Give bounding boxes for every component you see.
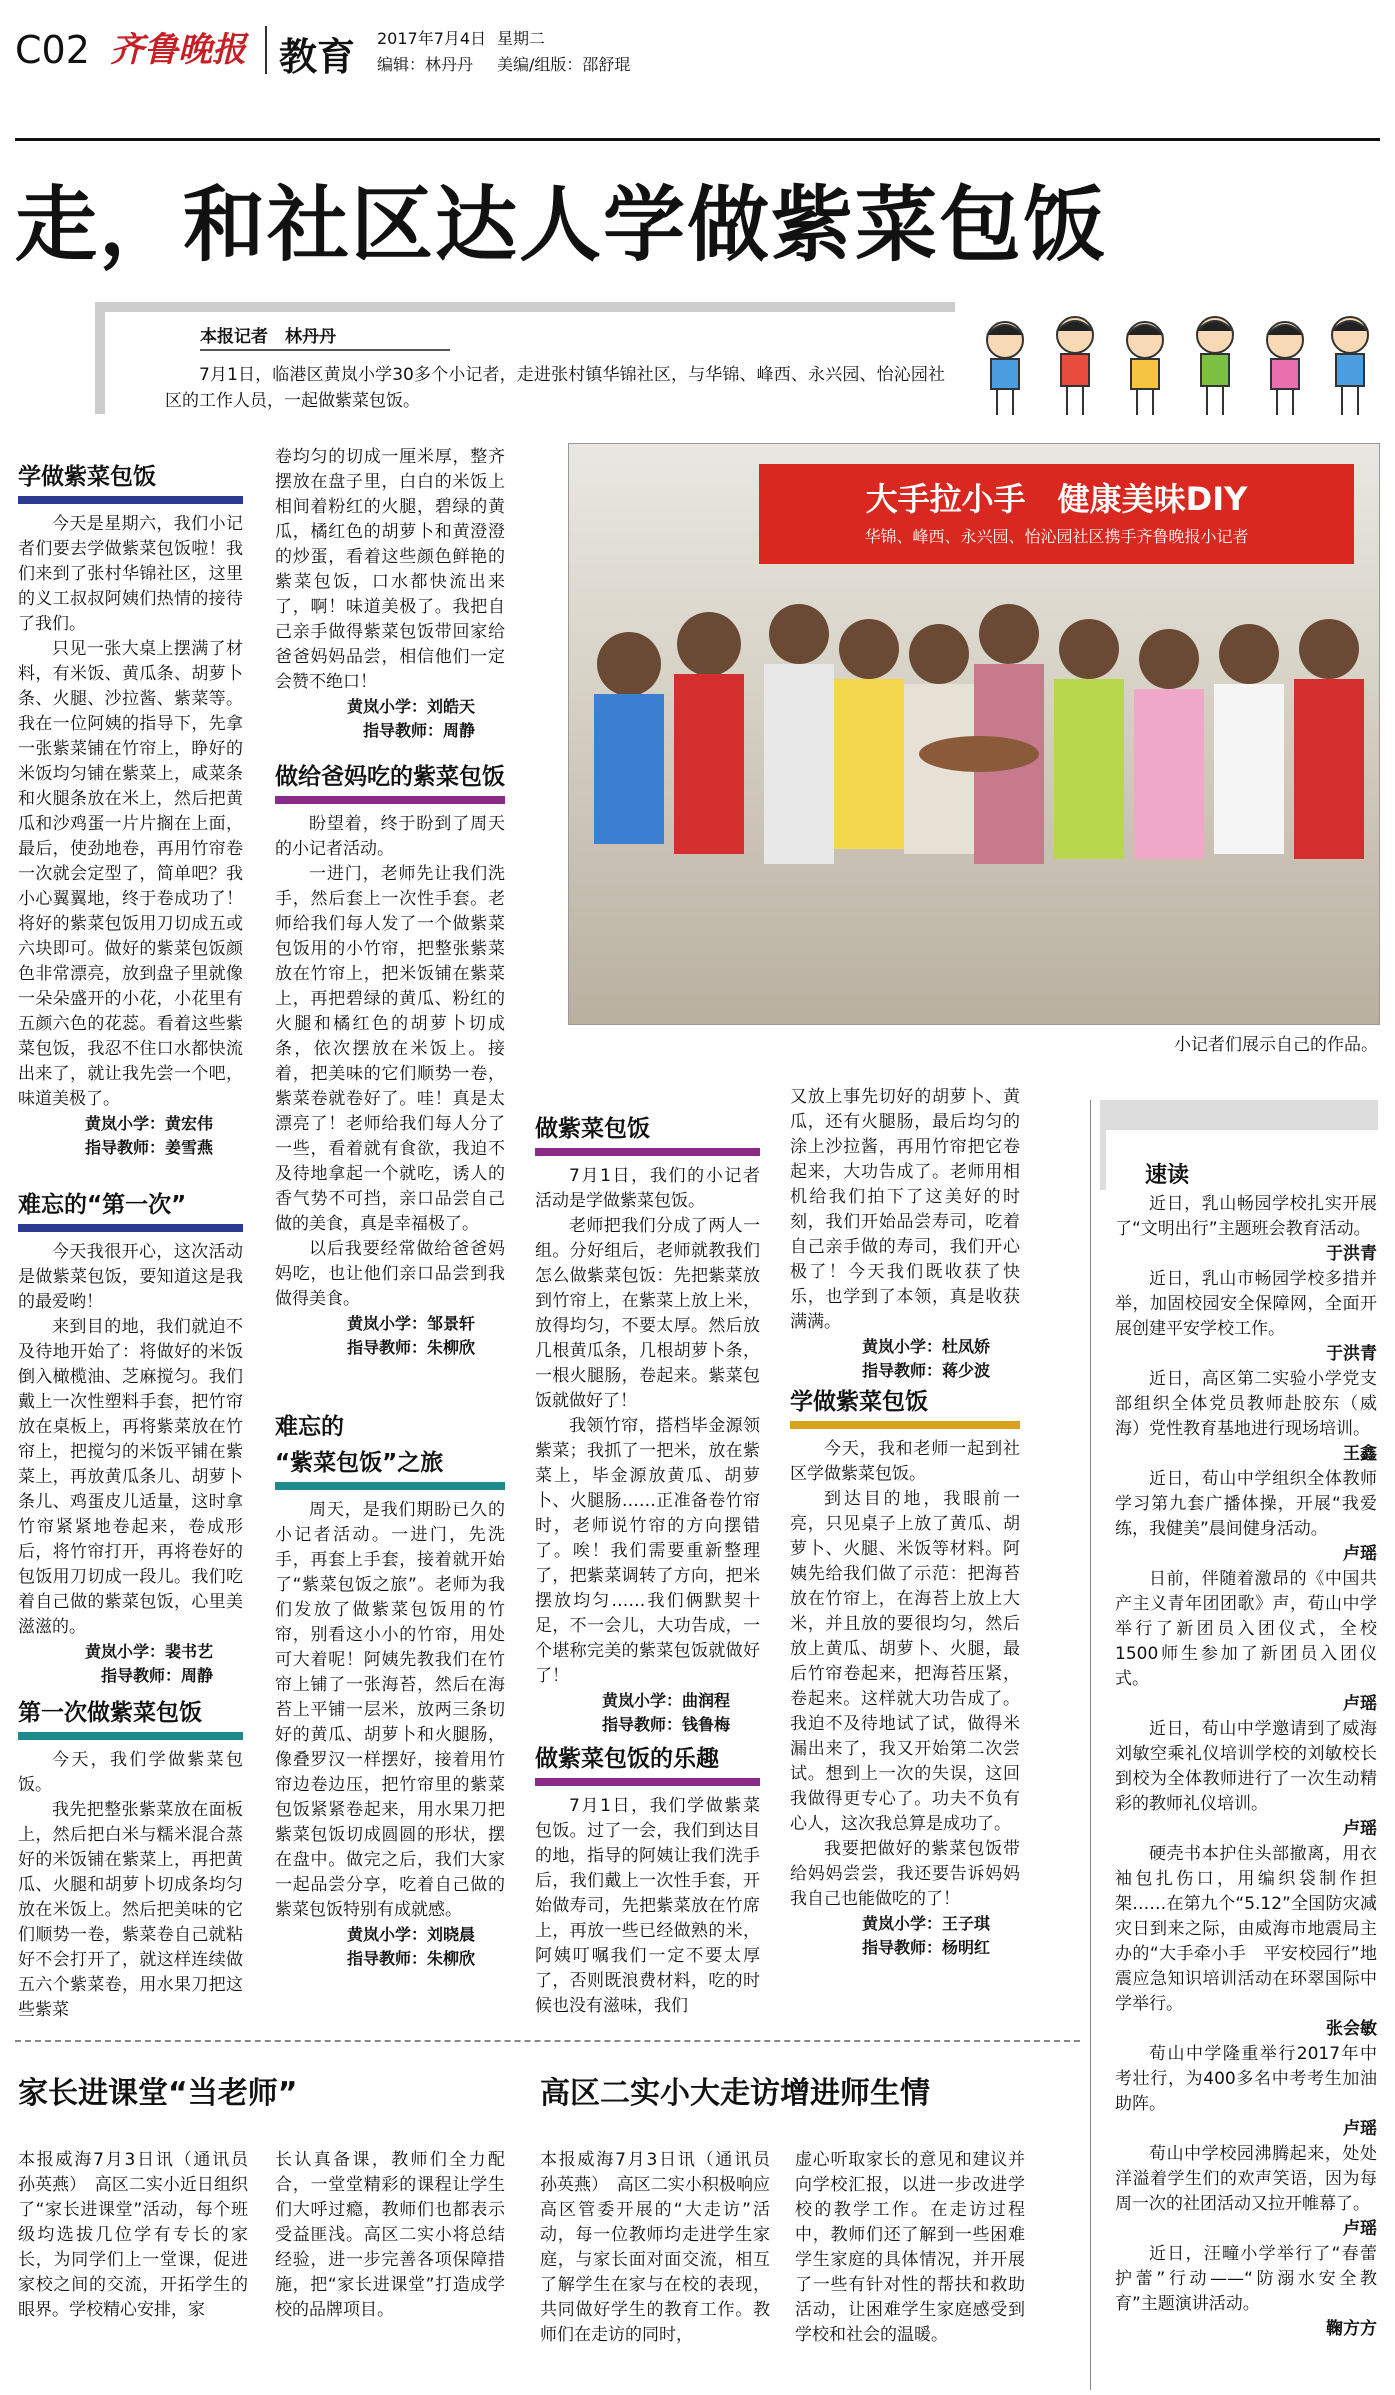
article-4 [275,445,505,743]
briefs-list [1115,1192,1377,2342]
masthead-divider [265,26,267,74]
article-6-teacher: 指导教师：朱柳欣 [346,1949,475,1968]
article-10-p2: 到达目的地，我眼前一亮，只见桌子上放了黄瓜、胡萝卜、火腿、米饭等材料。阿姨先给我们做了示范：把海苔放在竹帘上，在海苔上放上大米，并且放的要很均匀，然后放上黄瓜、胡萝卜、火腿，最后竹帘卷起来，把海苔压紧，卷起来。这样就大功告成了。我迫不及待地试了试，做得米漏出来了，我又开始第二次尝试。想到上一次的失误，这回我做得更专心了。功夫不负有心人，这次我总算是成功了。 [790,1489,1020,1834]
article-6-school: 黄岚小学：刘晓晨 [346,1925,475,1944]
article-9 [790,1085,1020,1383]
brief-text: 硬壳书本护住头部撤离，用衣袖包扎伤口，用编织袋制作担架……在第九个“5.12”全国防灾减灾日到来之际，由威海市地震局主办的“大手牵小手 平安校园行”地震应急知识培训活动在环翠国际中学举行。 [1115,1844,1377,2014]
article-1-school: 黄岚小学：黄宏伟 [84,1114,213,1133]
brief-item [1115,1717,1377,1842]
brief-text: 近日，荀山中学邀请到了威海刘敏空乘礼仪培训学校的刘敏校长到校为全体教师进行了一次生动精彩的教师礼仪培训。 [1115,1719,1377,1814]
article-2-school: 黄岚小学：裴书艺 [84,1642,213,1661]
brief-text: 近日，乳山畅园学校扎实开展了“文明出行”主题班会教育活动。 [1115,1194,1377,1239]
article-7-title: 做紫菜包饭 [535,1112,760,1156]
issue-weekday: 星期二 [497,29,546,48]
article-8-title: 做紫菜包饭的乐趣 [535,1742,760,1786]
article-5-p3: 以后我要经常做给爸爸妈妈吃，也让他们亲口品尝到我做得美食。 [275,1239,505,1309]
article-2 [18,1188,243,1688]
article-5-p1: 盼望着，终于盼到了周天的小记者活动。 [275,814,505,859]
article-7-p1: 7月1日，我们的小记者活动是学做紫菜包饭。 [535,1166,760,1211]
bottom-right-col2: 虚心听取家长的意见和建议并向学校汇报，以进一步改进学校的教学工作。在走访过程中，教师们还了解到一些困难学生家庭的具体情况，并开展了一些有针对性的帮扶和救助活动，让困难学生家庭感受到学校和社会的温暖。 [795,2150,1025,2345]
article-7-p2: 老师把我们分成了两人一组。分好组后，老师就教我们怎么做紫菜包饭：先把紫菜放到竹帘上，在紫菜上放上米，放得均匀，不要太厚。然后放几根黄瓜条，几根胡萝卜条，一根火腿肠，卷起来。紫菜包饭就做好了！ [535,1216,760,1411]
article-9-teacher: 指导教师：蒋少波 [861,1361,990,1380]
banner-subtitle: 华锦、峰西、永兴园、怡沁园社区携手齐鲁晚报小记者 [864,527,1249,546]
article-7-school: 黄岚小学：曲润程 [601,1691,730,1710]
brief-author: 卢瑶 [1343,1819,1377,1839]
article-10-title: 学做紫菜包饭 [790,1385,1020,1429]
brief-item [1115,2242,1377,2342]
brief-author: 鞠方方 [1326,2319,1377,2339]
article-6-title-line1: 难忘的 [275,1414,344,1440]
children-silhouettes [569,554,1379,1024]
brief-item [1115,1842,1377,2042]
brief-item [1115,1467,1377,1567]
headline: 走，和社区达人学做紫菜包饭 [15,178,1108,273]
article-3-p1: 今天，我们学做紫菜包饭。 [18,1750,243,1795]
article-7-p3: 我领竹帘，搭档毕金源领紫菜；我抓了一把米，放在紫菜上，毕金源放黄瓜、胡萝卜、火腿肠……正准备卷竹帘时，老师说竹帘的方向摆错了。唉！我们需要重新整理了，把紫菜调转了方向，把米摆放均匀……我们俩默契十足，不一会儿，大功告成，一个堪称完美的紫菜包饭就做好了！ [535,1416,760,1686]
masthead-rule [15,138,1380,141]
brief-item [1115,1567,1377,1717]
brief-author: 卢瑶 [1343,1694,1377,1714]
brief-text: 日前，伴随着激昂的《中国共产主义青年团团歌》声，荀山中学举行了新团员入团仪式，全校1500师生参加了新团员入团仪式。 [1115,1569,1377,1689]
lead-shade-side [95,302,105,414]
banner-title: 大手拉小手 健康美味DIY [865,480,1248,518]
article-10-p1: 今天，我和老师一起到社区学做紫菜包饭。 [790,1439,1020,1484]
byline-rule [200,349,450,351]
bottom-right-col1: 本报威海7月3日讯（通讯员 孙英燕） 高区二实小积极响应高区管委开展的“大走访”活动，每一位教师均走进学生家庭，与家长面对面交流，相互了解学生在家与在校的表现，共同做好学生的教育工作。教师们在走访的同时， [540,2150,787,2345]
article-4-school: 黄岚小学：刘皓天 [346,697,475,716]
article-2-teacher: 指导教师：周静 [100,1666,213,1685]
brief-item [1115,2142,1377,2242]
article-1-p1: 今天是星期六，我们小记者们要去学做紫菜包饭啦！我们来到了张村华锦社区，这里的义工叔叔阿姨们热情的接待了我们。 [18,514,243,634]
article-1-teacher: 指导教师：姜雪燕 [84,1138,213,1157]
lead-shade [95,302,955,312]
bottom-divider [15,2040,1080,2042]
editor: 编辑：林丹丹 [377,55,474,74]
article-4-p1: 卷均匀的切成一厘米厚，整齐摆放在盘子里，白白的米饭上相间着粉红的火腿，碧绿的黄瓜，橘红色的胡萝卜和黄澄澄的炒蛋，看着这些颜色鲜艳的紫菜包饭，口水都快流出来了，啊！味道美极了。我把自己亲手做得紫菜包饭带回家给爸爸妈妈品尝，相信他们一定会赞不绝口！ [275,447,505,692]
brief-text: 荀山中学隆重举行2017年中考壮行，为400多名中考考生加油助阵。 [1115,2044,1377,2114]
article-5 [275,760,505,1360]
brief-item [1115,1367,1377,1467]
cartoon-kids [975,305,1385,425]
brief-item [1115,1267,1377,1367]
brief-author: 卢瑶 [1343,2219,1377,2239]
article-1-p2: 只见一张大桌上摆满了材料，有米饭、黄瓜条、胡萝卜条、火腿、沙拉酱、紫菜等。我在一位阿姨的指导下，先拿一张紫菜铺在竹帘上，睁好的米饭均匀铺在紫菜上，咸菜条和火腿条放在米上，然后把黄瓜和沙鸡蛋一片片搁在上面，最后，使劲地卷，再用竹帘卷一次就会定型了，简单吧？我小心翼翼地，终于卷成功了！将好的紫菜包饭用刀切成五或六块即可。做好的紫菜包饭颜色非常漂亮，放到盘子里就像一朵朵盛开的小花，小花里有五颜六色的花蕊。看着这些紫菜包饭，我忍不住口水都快流出来了，就让我先尝一个吧，味道美极了。 [18,639,243,1109]
briefs-shade [1100,1100,1378,1130]
article-5-p2: 一进门，老师先让我们洗手，然后套上一次性手套。老师给我们每人发了一个做紫菜包饭用的小竹帘，把整张紫菜放在竹帘上，把米饭铺在紫菜上，再把碧绿的黄瓜、粉红的火腿和橘红色的胡萝卜切成条，依次摆放在米饭上。接着，把美味的它们顺势一卷，紫菜卷就卷好了。哇！真是太漂亮了！老师给我们每人分了一些，看着就有食欲，我迫不及待地拿起一个就吃，诱人的香气势不可挡，亲口品尝自己做的美食，真是幸福极了。 [275,864,505,1234]
issue-date: 2017年7月4日 [377,29,487,48]
brief-text: 荀山中学校园沸腾起来，处处洋溢着学生们的欢声笑语，因为每周一次的社团活动又拉开帷幕了。 [1115,2144,1377,2214]
article-3-p2: 我先把整张紫菜放在面板上，然后把白米与糯米混合蒸好的米饭铺在紫菜上，再把黄瓜、火腿和胡萝卜切成条均匀放在米饭上。然后把美味的它们顺势一卷，紫菜卷自己就粘好不会打开了，就这样连续做五六个紫菜卷，用水果刀把这些紫菜 [18,1800,243,2020]
article-4-teacher: 指导教师：周静 [362,721,475,740]
brief-text: 近日，乳山市畅园学校多措并举，加固校园安全保障网，全面开展创建平安学校工作。 [1115,1269,1377,1339]
article-10 [790,1385,1020,1960]
article-8-p1: 7月1日，我们学做紫菜包饭。过了一会，我们到达目的地，指导的阿姨让我们洗手后，我们戴上一次性手套，开始做寿司，先把紫菜放在竹席上，再放一些已经做熟的米，阿姨叮嘱我们一定不要太厚了，否则既浪费材料，吃的时候也没有滋味，我们 [535,1796,760,2016]
article-8 [535,1742,760,2019]
article-2-p1: 今天我很开心，这次活动是做紫菜包饭，要知道这是我的最爱哟！ [18,1242,243,1312]
photo-caption: 小记者们展示自己的作品。 [1174,1035,1378,1055]
article-10-p3: 我要把做好的紫菜包饭带给妈妈尝尝，我还要告诉妈妈我自己也能做吃的了！ [790,1839,1020,1909]
group-photo [568,443,1380,1025]
article-5-title: 做给爸妈吃的紫菜包饭 [275,760,505,804]
article-9-p1: 又放上事先切好的胡萝卜、黄瓜，还有火腿肠，最后均匀的涂上沙拉酱，再用竹帘把它卷起来，大功告成了。老师用相机给我们拍下了这美好的时刻，我们开始品尝寿司，吃着自己亲手做的寿司，我们开心极了！今天我们既收获了快乐，也学到了本领，真是收获满满。 [790,1087,1020,1332]
briefs-title: 速读 [1145,1163,1190,1188]
brief-text: 近日，荀山中学组织全体教师学习第九套广播体操，开展“我爱练，我健美”晨间健身活动。 [1115,1469,1377,1539]
photo-banner [759,464,1354,564]
lead-box [95,302,955,414]
brief-item [1115,2042,1377,2142]
cartoon-kids-icon [975,305,1385,425]
article-10-teacher: 指导教师：杨明红 [861,1938,990,1957]
brief-author: 卢瑶 [1343,1544,1377,1564]
byline: 本报记者 林丹丹 [200,327,336,347]
article-6-p1: 周天，是我们期盼已久的小记者活动。一进门，先洗手，再套上手套，接着就开始了“紫菜包饭之旅”。老师为我们发放了做紫菜包饭用的竹帘，别看这小小的竹帘，用处可大着呢！阿姨先教我们在竹帘上铺了一张海苔，然后在海苔上平铺一层米，放两三条切好的黄瓜、胡萝卜和火腿肠，像叠罗汉一样摆好，接着用竹帘边卷边压，把竹帘里的紫菜包饭紧紧卷起来，用水果刀把紫菜包饭切成圆圆的形状，摆在盘中。做完之后，我们大家一起品尝分享，吃着自己做的紫菜包饭特别有成就感。 [275,1500,505,1920]
article-5-school: 黄岚小学：邹景轩 [346,1314,475,1333]
bottom-left-col1: 本报威海7月3日讯（通讯员 孙英燕） 高区二实小近日组织了“家长进课堂”活动，每个班级均选拔几位学有专长的家长，为同学们上一堂课，促进家校之间的交流，开拓学生的眼界。学校精心安排，家 [18,2150,265,2320]
article-10-school: 黄岚小学：王子琪 [861,1914,990,1933]
article-5-teacher: 指导教师：朱柳欣 [346,1338,475,1357]
brief-author: 于洪青 [1326,1344,1377,1364]
article-3-title: 第一次做紫菜包饭 [18,1696,243,1740]
paper-logo: 齐鲁晚报 [110,30,246,70]
article-3 [18,1696,243,2023]
article-1-title: 学做紫菜包饭 [18,460,243,504]
brief-item [1115,1192,1377,1267]
page-number: C02 [15,28,90,72]
bottom-left-title: 家长进课堂“当老师” [18,2076,298,2111]
article-2-title: 难忘的“第一次” [18,1188,243,1232]
article-1 [18,460,243,1160]
bottom-left-col2: 长认真备课，教师们全力配合，一堂堂精彩的课程让学生们大呼过瘾，教师们也都表示受益匪浅。高区二实小将总结经验，进一步完善各项保障措施，把“家长进课堂”打造成学校的品牌项目。 [275,2150,505,2320]
brief-text: 近日，汪疃小学举行了“春蕾护蕾”行动——“防溺水安全教育”主题演讲活动。 [1115,2244,1377,2314]
masthead [15,22,1395,82]
designer: 美编/组版：邵舒琨 [497,55,631,74]
lead-paragraph: 7月1日，临港区黄岚小学30多个小记者，走进张村镇华锦社区，与华锦、峰西、永兴园、怡沁园社区的工作人员，一起做紫菜包饭。 [165,365,945,411]
section-name: 教育 [279,35,356,79]
article-2-p2: 来到目的地，我们就迫不及待地开始了：将做好的米饭倒入橄榄油、芝麻搅匀。我们戴上一次性塑料手套，把竹帘放在桌板上，再将紫菜放在竹帘上，把搅匀的米饭平铺在紫菜上，再放黄瓜条儿、胡萝卜条儿、鸡蛋皮儿适量，这时拿竹帘紧紧地卷起来，卷成形后，将竹帘打开，再将卷好的包饭用刀切成一段儿。我们吃着自己做的紫菜包饭，心里美滋滋的。 [18,1317,243,1637]
article-6-title-line2: “紫菜包饭”之旅 [275,1446,505,1490]
brief-author: 王鑫 [1343,1444,1377,1464]
article-7-teacher: 指导教师：钱鲁梅 [601,1715,730,1734]
briefs-shade-side [1100,1130,1106,1190]
bottom-right-title: 高区二实小大走访增进师生情 [540,2076,930,2111]
brief-text: 近日，高区第二实验小学党支部组织全体党员教师赴胶东（威海）党性教育基地进行现场培训。 [1115,1369,1377,1439]
brief-author: 于洪青 [1326,1244,1377,1264]
article-9-school: 黄岚小学：杜凤娇 [861,1337,990,1356]
brief-author: 卢瑶 [1343,2119,1377,2139]
article-7 [535,1112,760,1737]
briefs-divider [1090,1100,1091,2390]
brief-author: 张会敏 [1326,2019,1377,2039]
article-6 [275,1410,505,1971]
